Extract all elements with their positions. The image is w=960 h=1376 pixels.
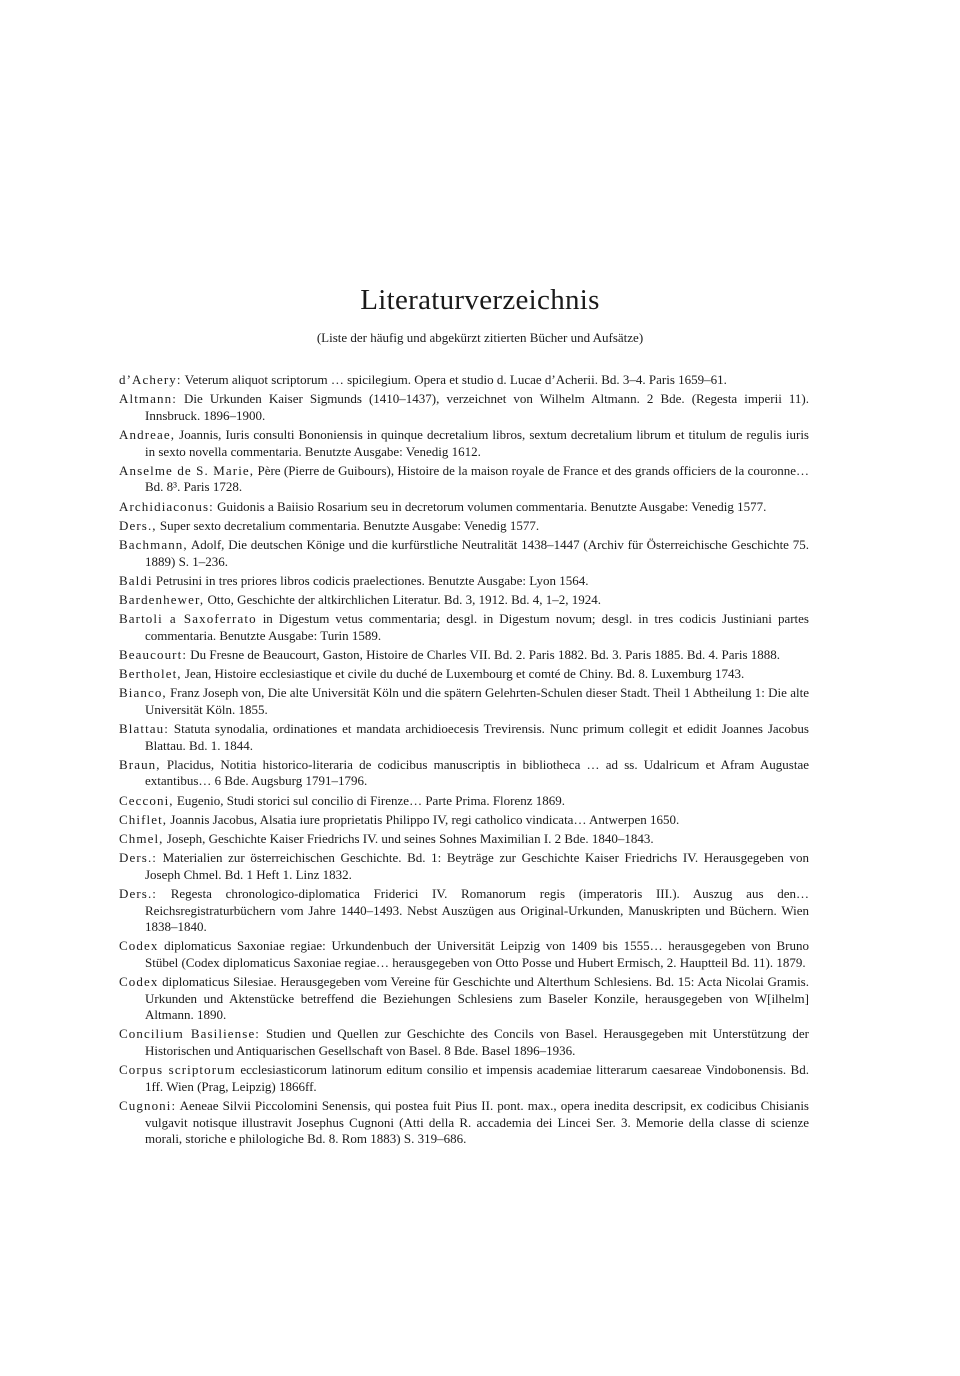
entry-author: Codex	[119, 974, 159, 990]
entry-author: Chmel,	[119, 830, 164, 846]
entry-text: Du Fresne de Beaucourt, Gaston, Histoire de Charles VII. Bd. 2. Paris 1882. Bd. 3. Paris 1885. Bd. 4. Paris 1888.	[187, 646, 781, 662]
entry-text: Adolf, Die deutschen Könige und die kurfürstliche Neutralität 1438–1447 (Archiv für Österreichische Geschichte 75. 1889) S. 1–236.	[145, 536, 809, 569]
bibliography-entry	[119, 721, 809, 754]
entry-author: Chiflet,	[119, 811, 168, 827]
bibliography-entry	[119, 757, 809, 790]
entry-text: Petrusini in tres priores libros codicis praelectiones. Benutzte Ausgabe: Lyon 1564.	[152, 572, 589, 588]
entry-author: Ders.:	[119, 850, 158, 866]
entry-text: Otto, Geschichte der altkirchlichen Literatur. Bd. 3, 1912. Bd. 4, 1–2, 1924.	[204, 591, 602, 607]
entry-text: Super sexto decretalium commentaria. Benutzte Ausgabe: Venedig 1577.	[156, 517, 540, 533]
bibliography-entry	[119, 685, 809, 718]
entry-author: Bianco,	[119, 685, 167, 701]
entry-text: Eugenio, Studi storici sul concilio di Firenze… Parte Prima. Florenz 1869.	[173, 792, 566, 808]
entry-author: Bachmann,	[119, 536, 188, 552]
bibliography-entry	[119, 518, 809, 535]
entry-text: Joannis, Iuris consulti Bononiensis in quinque decretalium libros, sextum decretalium librum et titulum de regulis iuris in sexto novella commentaria. Benutzte Ausgabe: Venedig 1612.	[145, 426, 809, 459]
bibliography-entry	[119, 1062, 809, 1095]
bibliography-entry	[119, 850, 809, 883]
entry-author: Codex	[119, 938, 159, 954]
entry-text: Studien und Quellen zur Geschichte des Concils von Basel. Herausgegeben mit Unterstützung der Historischen und Antiquarischen Gesellschaft von Basel. 8 Bde. Basel 1896–1936.	[145, 1026, 809, 1059]
bibliography-entry	[119, 537, 809, 570]
entry-author: Bertholet,	[119, 666, 182, 682]
bibliography-entry	[119, 372, 809, 389]
entry-text: Aeneae Silvii Piccolomini Senensis, qui postea fuit Pius II. pont. max., opera inedita descripsit, ex codicibus Chisianis vulgavit notisque illustravit Josephus Cugnoni (Atti della R. accademia dei Lincei Ser. 3. Memorie della classe di scienze morali, storiche e philologiche Bd. 8. Rom 1883) S. 319–686.	[145, 1098, 809, 1147]
bibliography-entry	[119, 427, 809, 460]
entry-author: Corpus scriptorum	[119, 1062, 236, 1078]
entry-text: Placidus, Notitia historico-literaria de codicibus manuscriptis in bibliotheca … ad ss. Udalricum et Afram Augustae extantibus… 6 Bde. Augsburg 1791–1796.	[145, 756, 809, 789]
entry-text: Franz Joseph von, Die alte Universität Köln und die spätern Gelehrten-Schulen dieser Stadt. Theil 1 Abtheilung 1: Die alte Universität Köln. 1855.	[145, 685, 809, 717]
bibliography-entry	[119, 647, 809, 664]
entry-author: Ders.,	[119, 517, 157, 533]
entry-text: Joseph, Geschichte Kaiser Friedrichs IV. und seines Sohnes Maximilian I. 2 Bde. 1840–1843.	[163, 830, 654, 846]
bibliography-list	[119, 372, 809, 1150]
bibliography-entry	[119, 974, 809, 1024]
entry-text: Joannis Jacobus, Alsatia iure proprietatis Philippo IV, regi catholico vindicata… Antwerpen 1650.	[167, 811, 680, 827]
entry-author: Altmann:	[119, 391, 177, 407]
bibliography-entry	[119, 812, 809, 829]
entry-text: Guidonis a Baiisio Rosarium seu in decretorum volumen commentaria. Benutzte Ausgabe: Venedig 1577.	[213, 498, 767, 514]
entry-text: Regesta chronologico-diplomatica Friderici IV. Romanorum regis (imperatoris III.). Auszug aus den… Reichsregistraturbüchern vom Jahre 1440–1493. Nebst Auszügen aus Original-Urkunden, Manuskripten und Büchern. Wien 1838–1840.	[145, 885, 809, 935]
bibliography-entry	[119, 831, 809, 848]
entry-author: Braun,	[119, 756, 161, 772]
entry-author: Cecconi,	[119, 792, 174, 808]
entry-text: diplomaticus Silesiae. Herausgegeben vom Vereine für Geschichte und Alterthum Schlesiens. Bd. 15: Acta Nicolai Gramis. Urkunden und Aktenstücke betreffend die Beziehungen Schlesiens zum Baseler Konzile, herausgegeben von W[ilhelm] Altmann. 1890.	[145, 974, 809, 1023]
page-subtitle: (Liste der häufig und abgekürzt zitierten Bücher und Aufsätze)	[316, 330, 644, 345]
bibliography-entry	[119, 793, 809, 810]
bibliography-entry	[119, 573, 809, 590]
bibliography-entry	[119, 611, 809, 644]
entry-author: Bardenhewer,	[119, 591, 205, 607]
bibliography-entry	[119, 592, 809, 609]
entry-text: Père (Pierre de Guibours), Histoire de la maison royale de France et des grands officiers de la couronne… Bd. 8³. Paris 1728.	[145, 462, 809, 495]
entry-author: Blattau:	[119, 721, 169, 736]
entry-author: d’Achery:	[119, 372, 182, 387]
entry-text: in Digestum vetus commentaria; desgl. in Digestum novum; desgl. in tres codicis Justiniani partes commentaria. Benutzte Ausgabe: Turin 1589.	[145, 611, 809, 643]
entry-text: Die Urkunden Kaiser Sigmunds (1410–1437), verzeichnet von Wilhelm Altmann. 2 Bde. (Regesta imperii 11). Innsbruck. 1896–1900.	[145, 391, 809, 423]
bibliography-entry	[119, 886, 809, 936]
entry-author: Ders.:	[119, 885, 158, 901]
entry-author: Archidiaconus:	[119, 498, 214, 514]
entry-text: ecclesiasticorum latinorum editum consilio et impensis academiae litterarum caesareae Vindobonensis. Bd. 1ff. Wien (Prag, Leipzig) 1866ff.	[145, 1062, 809, 1094]
entry-text: Materialien zur österreichischen Geschichte. Bd. 1: Beyträge zur Geschichte Kaiser Friedrichs IV. Herausgegeben von Joseph Chmel. Bd. 1 Heft 1. Linz 1832.	[145, 850, 809, 882]
bibliography-entry	[119, 391, 809, 424]
entry-author: Anselme de S. Marie,	[119, 462, 255, 478]
entry-author: Concilium Basiliense:	[119, 1026, 261, 1042]
entry-author: Baldi	[119, 572, 153, 588]
bibliography-entry	[119, 938, 809, 971]
entry-author: Andreae,	[119, 426, 176, 442]
entry-author: Beaucourt:	[119, 646, 188, 662]
bibliography-entry	[119, 463, 809, 496]
entry-author: Bartoli a Saxoferrato	[119, 611, 257, 627]
bibliography-entry	[119, 666, 809, 683]
entry-text: Statuta synodalia, ordinationes et mandata archidioecesis Trevirensis. Nunc primum collegit et edidit Joannes Jacobus Blattau. Bd. 1. 1844.	[145, 721, 809, 753]
entry-text: Veterum aliquot scriptorum … spicilegium. Opera et studio d. Lucae d’Acherii. Bd. 3–4. Paris 1659–61.	[181, 372, 727, 387]
entry-text: Jean, Histoire ecclesiastique et civile du duché de Luxembourg et comté de Chiny. Bd. 8. Luxemburg 1743.	[181, 666, 745, 682]
bibliography-entry	[119, 1026, 809, 1059]
bibliography-entry	[119, 1098, 809, 1148]
page-title: Literaturverzeichnis	[360, 284, 600, 316]
entry-author: Cugnoni:	[119, 1098, 177, 1113]
entry-text: diplomaticus Saxoniae regiae: Urkundenbuch der Universität Leipzig von 1409 bis 1555… herausgegeben von Bruno Stübel (Codex diplomaticus Saxoniae regiae… herausgegeben von Otto Posse und Hubert Ermisch, 2. Hauptteil Bd. 11). 1879.	[145, 938, 809, 970]
bibliography-entry	[119, 499, 809, 516]
